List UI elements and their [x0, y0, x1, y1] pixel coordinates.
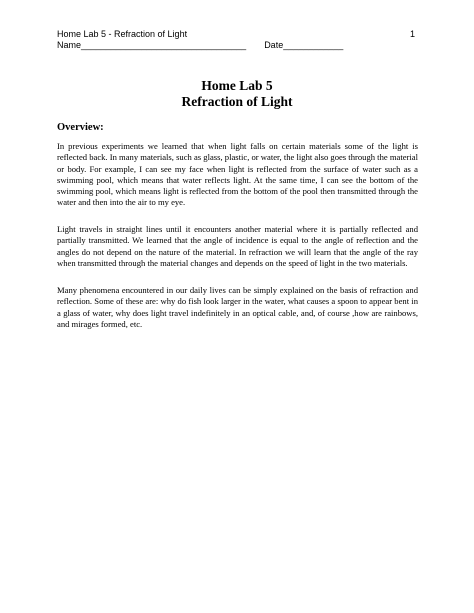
title-line-2: Refraction of Light	[181, 94, 293, 109]
overview-paragraph-1: In previous experiments we learned that when light falls on certain materials some of the light is reflected back. In many materials, such as glass, plastic, or water, the light also goes through the material or body. For example, I can see my face when light is reflected from the surface of water such as a swimming pool, which means that water reflects light. At the same time, I can see the bottom of the swimming pool, which means light is reflected from the bottom of the pool then transmitted through the water and then into the air to my eye.	[57, 141, 418, 208]
name-field: Name_________________________________	[57, 40, 247, 50]
overview-paragraph-2: Light travels in straight lines until it encounters another material where it is partially reflected and partially transmitted. We learned that the angle of incidence is equal to the angle of reflection and the angles do not depend on the nature of the material. In refraction we will learn that the angle of the ray when transmitted through the material changes and depends on the speed of light in the two materials.	[57, 224, 418, 268]
title-line-1: Home Lab 5	[201, 78, 273, 93]
overview-heading: Overview:	[57, 122, 104, 133]
date-field: Date____________	[264, 40, 344, 50]
page-number: 1	[410, 29, 416, 39]
overview-paragraph-3: Many phenomena encountered in our daily lives can be simply explained on the basis of refraction and reflection. Some of these are: why do fish look larger in the water, what causes a spoon to appear bent in a glass of water, why does light travel indefinitely in an optical cable, and, of course ,how are rainbows, and mirages formed, etc.	[57, 285, 418, 329]
header-fields	[57, 40, 357, 51]
header-doc-title: Home Lab 5 - Refraction of Light	[57, 29, 188, 39]
page-title	[0, 78, 474, 110]
